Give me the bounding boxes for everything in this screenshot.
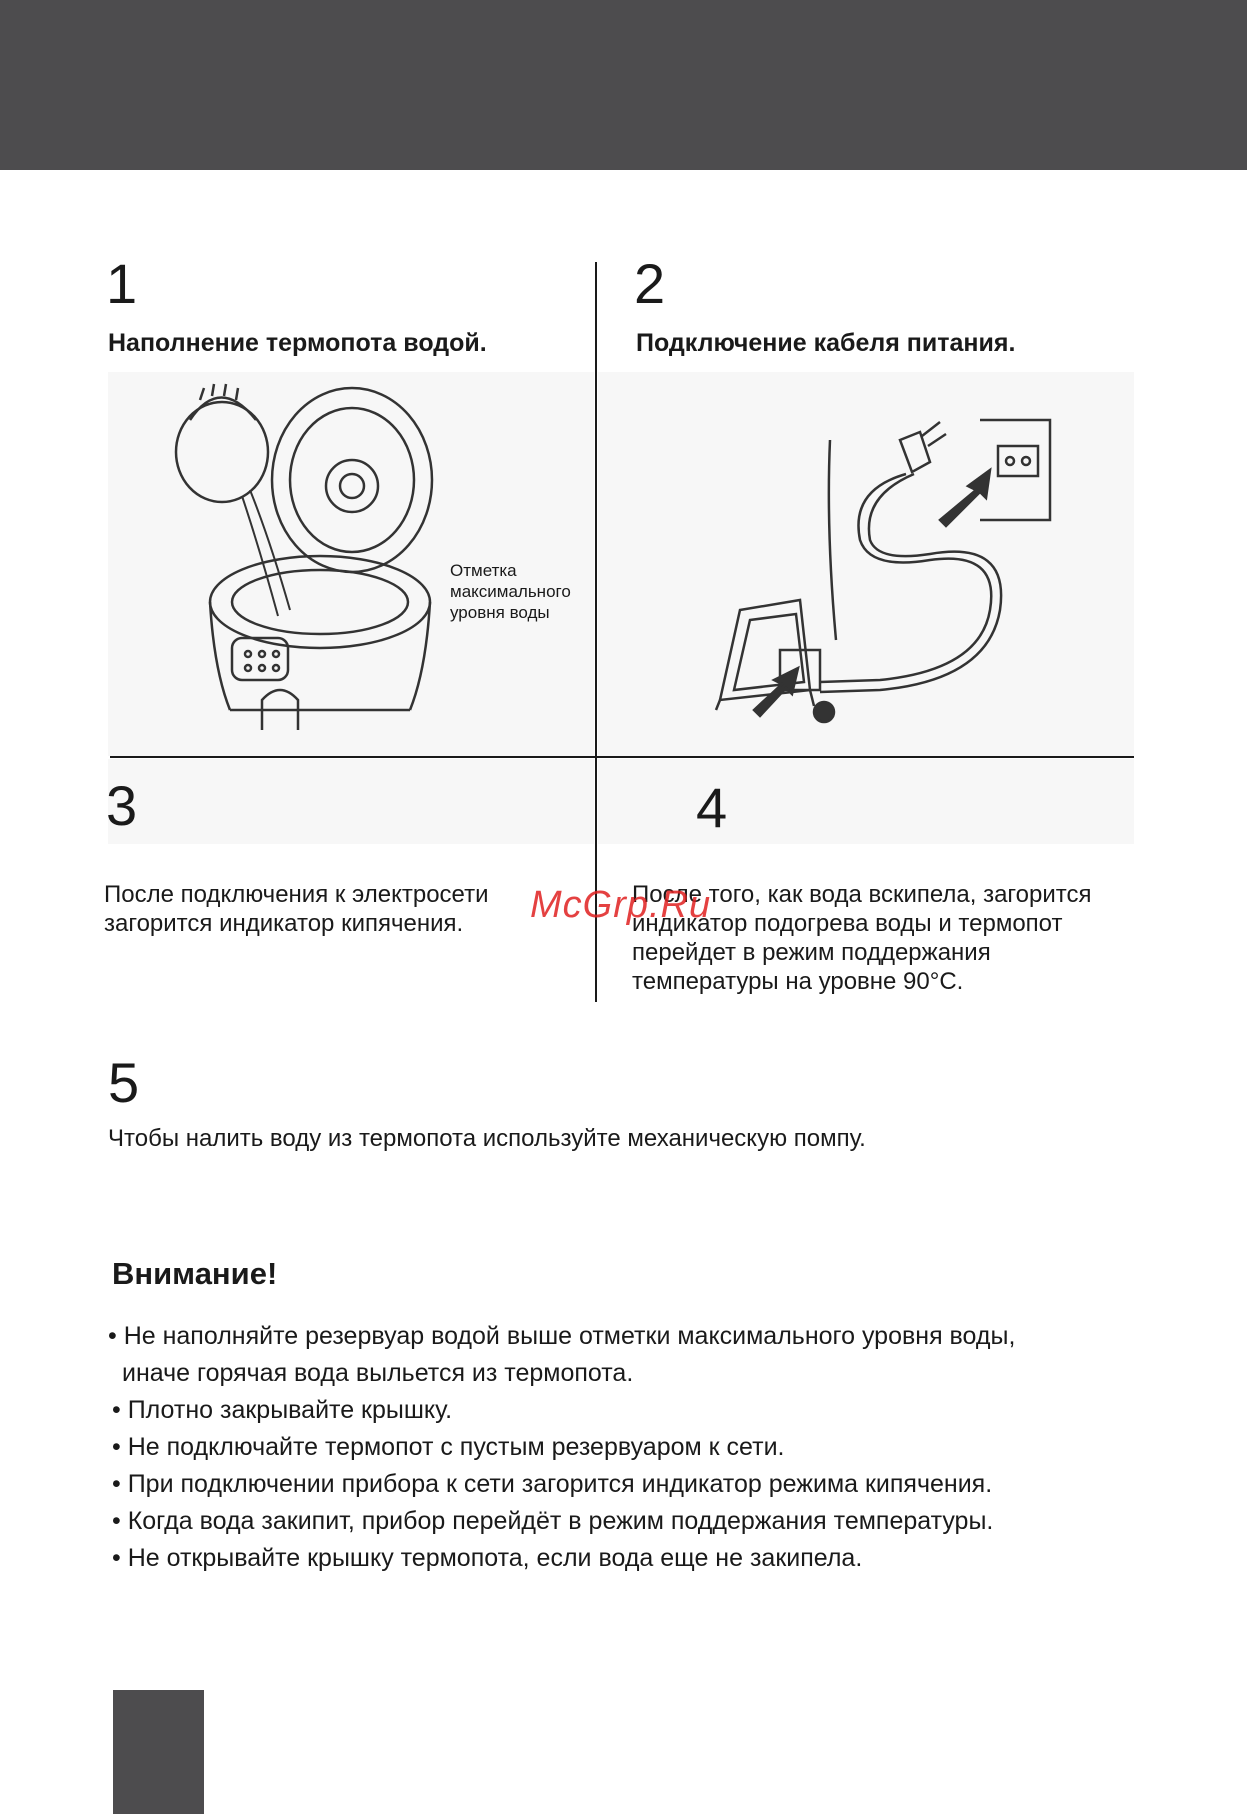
attention-item: • Не открывайте крышку термопота, если вода еще не закипела. [112,1544,863,1572]
text-line: температуры на уровне 90°С. [632,968,964,995]
attention-item: • Плотно закрывайте крышку. [112,1396,453,1424]
attention-item: • Не подключайте термопот с пустым резервуаром к сети. [112,1433,785,1461]
step2-number: 2 [634,252,666,315]
attention-title: Внимание! [112,1256,278,1291]
text-line: После подключения к электросети [104,881,489,908]
step3-text [104,880,489,938]
step4-number: 4 [696,776,728,839]
step1-title: Наполнение термопота водой. [108,329,487,357]
watermark: McGrp.Ru [530,884,712,926]
attention-item: • При подключении прибора к сети загорится индикатор режима кипячения. [112,1470,993,1498]
horizontal-divider [110,756,1134,758]
attention-item: иначе горячая вода выльется из термопота. [122,1359,634,1387]
header-bar [0,0,1247,170]
attention-list [108,1318,1148,1577]
step3-number-panel [108,759,594,844]
text-line: загорится индикатор кипячения. [104,910,464,937]
thermopot-filling-illustration [170,380,470,740]
callout-line: максимального [450,582,571,601]
step5-number: 5 [108,1051,140,1114]
callout-line: уровня воды [450,603,550,622]
power-cable-illustration [700,410,1100,740]
max-level-callout [450,560,571,623]
text-line: перейдет в режим поддержания [632,939,991,966]
step3-number: 3 [106,774,138,837]
attention-item: • Когда вода закипит, прибор перейдёт в режим поддержания температуры. [112,1507,994,1535]
step4-number-panel [598,759,1134,844]
step1-number: 1 [106,252,138,315]
text-line: После того, как вода вскипела, загорится [632,881,1092,908]
step5-text: Чтобы налить воду из термопота используйте механическую помпу. [108,1125,866,1152]
page-tab [113,1690,204,1814]
attention-item: • Не наполняйте резервуар водой выше отметки максимального уровня воды, [108,1322,1016,1350]
step2-title: Подключение кабеля питания. [636,329,1016,357]
callout-line: Отметка [450,561,517,580]
text-line: индикатор подогрева воды и термопот [632,910,1063,937]
